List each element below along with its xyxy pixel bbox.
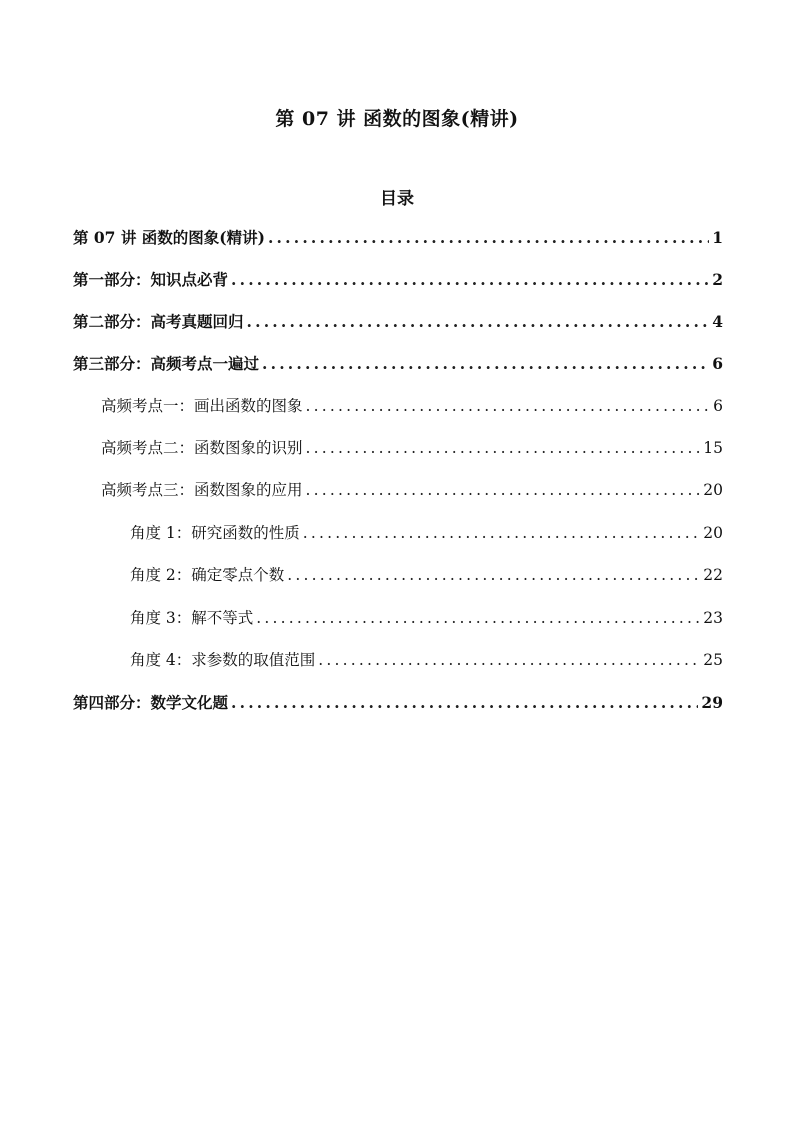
toc-entry-angle-2[interactable] bbox=[130, 561, 723, 589]
toc-entry-part-3[interactable] bbox=[73, 350, 723, 378]
toc-entry-page: 6 bbox=[712, 354, 723, 373]
toc-leader-dots bbox=[306, 392, 711, 420]
toc-leader-dots bbox=[256, 604, 700, 632]
toc-entry-topic-3[interactable] bbox=[101, 476, 723, 504]
toc-leader-dots bbox=[231, 689, 698, 717]
toc-entry-page: 20 bbox=[703, 524, 723, 542]
toc-leader-dots bbox=[247, 308, 710, 336]
toc-entry-page: 29 bbox=[701, 693, 723, 712]
toc-entry-label: 角度 3：解不等式 bbox=[130, 609, 254, 627]
toc-entry-lecture-title[interactable] bbox=[73, 224, 723, 252]
toc-entry-page: 23 bbox=[703, 609, 723, 627]
toc-entry-page: 6 bbox=[713, 397, 723, 415]
toc-leader-dots bbox=[303, 519, 700, 547]
toc-entry-label: 第四部分：数学文化题 bbox=[73, 693, 229, 712]
toc-entry-page: 15 bbox=[703, 439, 723, 457]
toc-leader-dots bbox=[231, 266, 709, 294]
toc-entry-label: 高频考点三：函数图象的应用 bbox=[101, 481, 303, 499]
toc-leader-dots bbox=[268, 224, 709, 252]
toc-entry-angle-4[interactable] bbox=[130, 646, 723, 674]
toc-leader-dots bbox=[306, 476, 701, 504]
toc-entry-page: 1 bbox=[712, 228, 723, 247]
toc-entry-part-1[interactable] bbox=[73, 266, 723, 294]
toc-entry-topic-2[interactable] bbox=[101, 434, 723, 462]
toc-entry-label: 第二部分：高考真题回归 bbox=[73, 312, 244, 331]
toc-entry-page: 25 bbox=[703, 651, 723, 669]
toc-entry-label: 第三部分：高频考点一遍过 bbox=[73, 354, 260, 373]
toc-entry-label: 第一部分：知识点必背 bbox=[73, 270, 229, 289]
toc-entry-part-2[interactable] bbox=[73, 308, 723, 336]
toc-entry-label: 角度 1：研究函数的性质 bbox=[130, 524, 300, 542]
toc-entry-page: 4 bbox=[712, 312, 723, 331]
toc-entry-page: 20 bbox=[703, 481, 723, 499]
toc-entry-page: 2 bbox=[712, 270, 723, 289]
toc-leader-dots bbox=[306, 434, 701, 462]
toc-entry-page: 22 bbox=[703, 566, 723, 584]
toc-heading: 目录 bbox=[380, 189, 414, 209]
toc-leader-dots bbox=[318, 646, 700, 674]
toc-entry-label: 角度 4：求参数的取值范围 bbox=[130, 651, 316, 669]
toc-entry-label: 高频考点二：函数图象的识别 bbox=[101, 439, 303, 457]
toc-entry-angle-3[interactable] bbox=[130, 604, 723, 632]
toc-leader-dots bbox=[262, 350, 709, 378]
toc-entry-label: 第 07 讲 函数的图象(精讲) bbox=[73, 228, 265, 247]
toc-entry-part-4[interactable] bbox=[73, 689, 723, 717]
toc-entry-label: 高频考点一：画出函数的图象 bbox=[101, 397, 303, 415]
toc-leader-dots bbox=[287, 561, 700, 589]
toc-entry-label: 角度 2：确定零点个数 bbox=[130, 566, 285, 584]
document-title: 第 07 讲 函数的图象(精讲) bbox=[275, 108, 519, 130]
toc-entry-angle-1[interactable] bbox=[130, 519, 723, 547]
toc-entry-topic-1[interactable] bbox=[101, 392, 723, 420]
